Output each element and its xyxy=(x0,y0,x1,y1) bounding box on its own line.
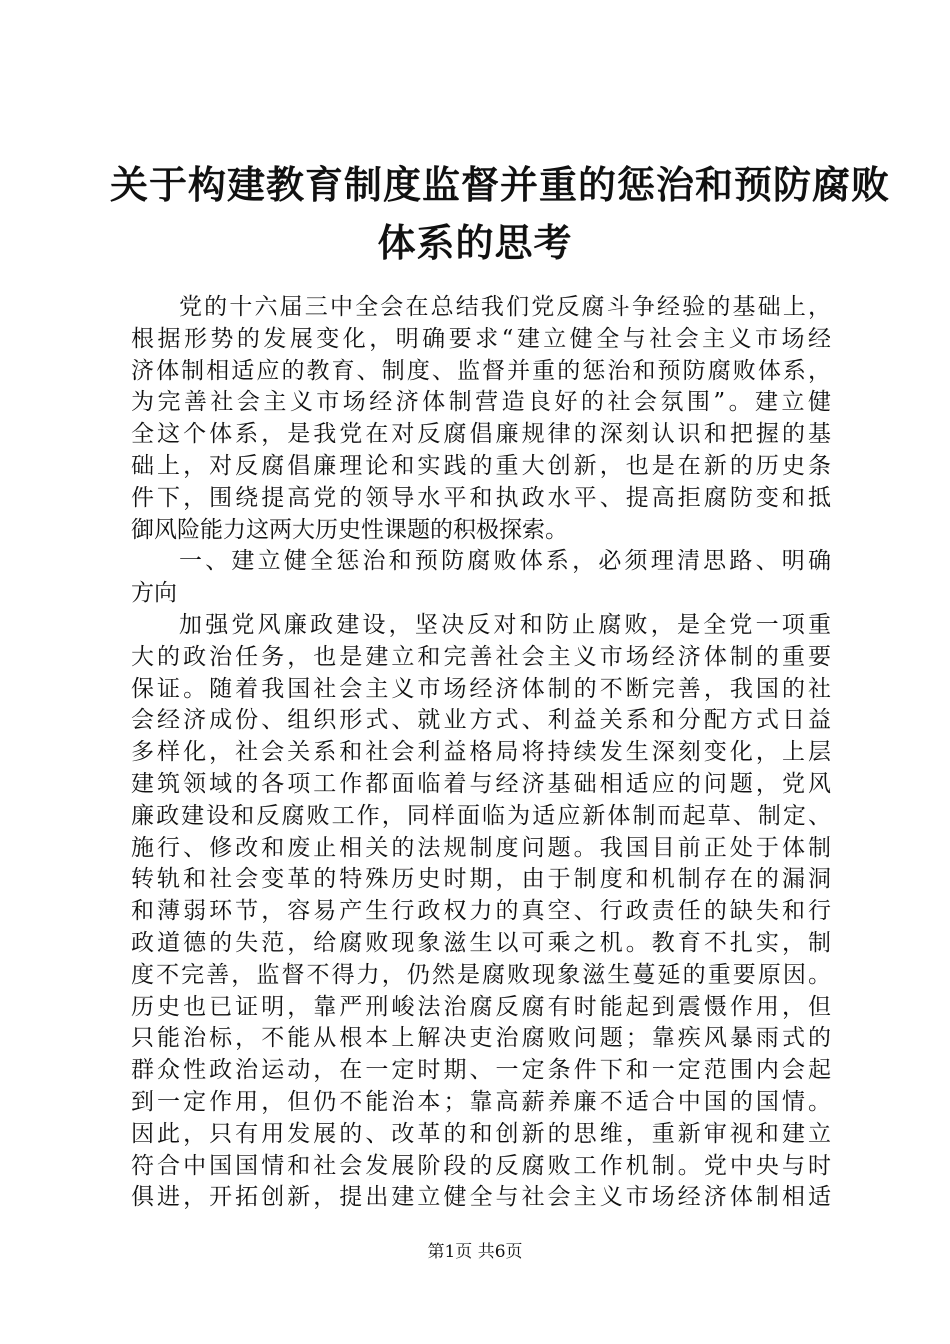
text-line: 加强党风廉政建设，坚决反对和防止腐败，是全党一项重 xyxy=(179,611,831,638)
text-line: 础上，对反腐倡廉理论和实践的重大创新，也是在新的历史条 xyxy=(131,452,831,479)
text-line: 济体制相适应的教育、制度、监督并重的惩治和预防腐败体系， xyxy=(131,357,831,384)
text-line: 度不完善，监督不得力，仍然是腐败现象滋生蔓延的重要原因。 xyxy=(131,961,831,988)
text-line: 转轨和社会变革的特殊历史时期，由于制度和机制存在的漏洞 xyxy=(131,866,831,893)
text-line: 因此，只有用发展的、改革的和创新的思维，重新审视和建立 xyxy=(131,1120,831,1147)
document-body xyxy=(131,292,831,1214)
text-line: 御风险能力这两大历史性课题的积极探索。 xyxy=(131,516,568,543)
text-line: 只能治标，不能从根本上解决吏治腐败问题；靠疾风暴雨式的 xyxy=(131,1025,831,1052)
text-line: 和薄弱环节，容易产生行政权力的真空、行政责任的缺失和行 xyxy=(131,898,831,925)
text-line: 符合中国国情和社会发展阶段的反腐败工作机制。党中央与时 xyxy=(131,1152,831,1179)
text-line: 廉政建设和反腐败工作，同样面临为适应新体制而起草、制定、 xyxy=(131,802,831,829)
text-line: 历史也已证明，靠严刑峻法治腐反腐有时能起到震慑作用，但 xyxy=(131,993,831,1020)
text-line: 建筑领域的各项工作都面临着与经济基础相适应的问题，党风 xyxy=(131,770,831,797)
text-line: 施行、修改和废止相关的法规制度问题。我国目前正处于体制 xyxy=(131,834,831,861)
text-line: 党的十六届三中全会在总结我们党反腐斗争经验的基础上， xyxy=(179,294,831,320)
text-line: 件下，围绕提高党的领导水平和执政水平、提高拒腐防变和抵 xyxy=(131,484,831,511)
text-line: 全这个体系，是我党在对反腐倡廉规律的深刻认识和把握的基 xyxy=(131,421,831,448)
text-line: 为完善社会主义市场经济体制营造良好的社会氛围”。建立健 xyxy=(131,389,831,416)
document-title-line-1: 关于构建教育制度监督并重的惩治和预防腐败 xyxy=(110,162,891,207)
document-title-line-2: 体系的思考 xyxy=(377,220,573,265)
text-line: 到一定作用，但仍不能治本；靠高薪养廉不适合中国的国情。 xyxy=(131,1088,831,1115)
text-line: 会经济成份、组织形式、就业方式、利益关系和分配方式日益 xyxy=(131,707,831,734)
section-heading-line: 一、建立健全惩治和预防腐败体系，必须理清思路、明确 xyxy=(179,548,831,575)
section-heading-line: 方向 xyxy=(131,580,177,607)
text-line: 根据形势的发展变化，明确要求“建立健全与社会主义市场经 xyxy=(131,325,831,352)
text-line: 政道德的失范，给腐败现象滋生以可乘之机。教育不扎实，制 xyxy=(131,929,831,956)
text-line: 多样化，社会关系和社会利益格局将持续发生深刻变化，上层 xyxy=(131,739,831,766)
text-line: 大的政治任务，也是建立和完善社会主义市场经济体制的重要 xyxy=(131,643,831,670)
text-line: 群众性政治运动，在一定时期、一定条件下和一定范围内会起 xyxy=(131,1057,831,1084)
page-number-footer: 第1页 共6页 xyxy=(427,1242,523,1262)
text-line: 保证。随着我国社会主义市场经济体制的不断完善，我国的社 xyxy=(131,675,831,702)
text-line: 俱进，开拓创新，提出建立健全与社会主义市场经济体制相适 xyxy=(131,1184,831,1211)
